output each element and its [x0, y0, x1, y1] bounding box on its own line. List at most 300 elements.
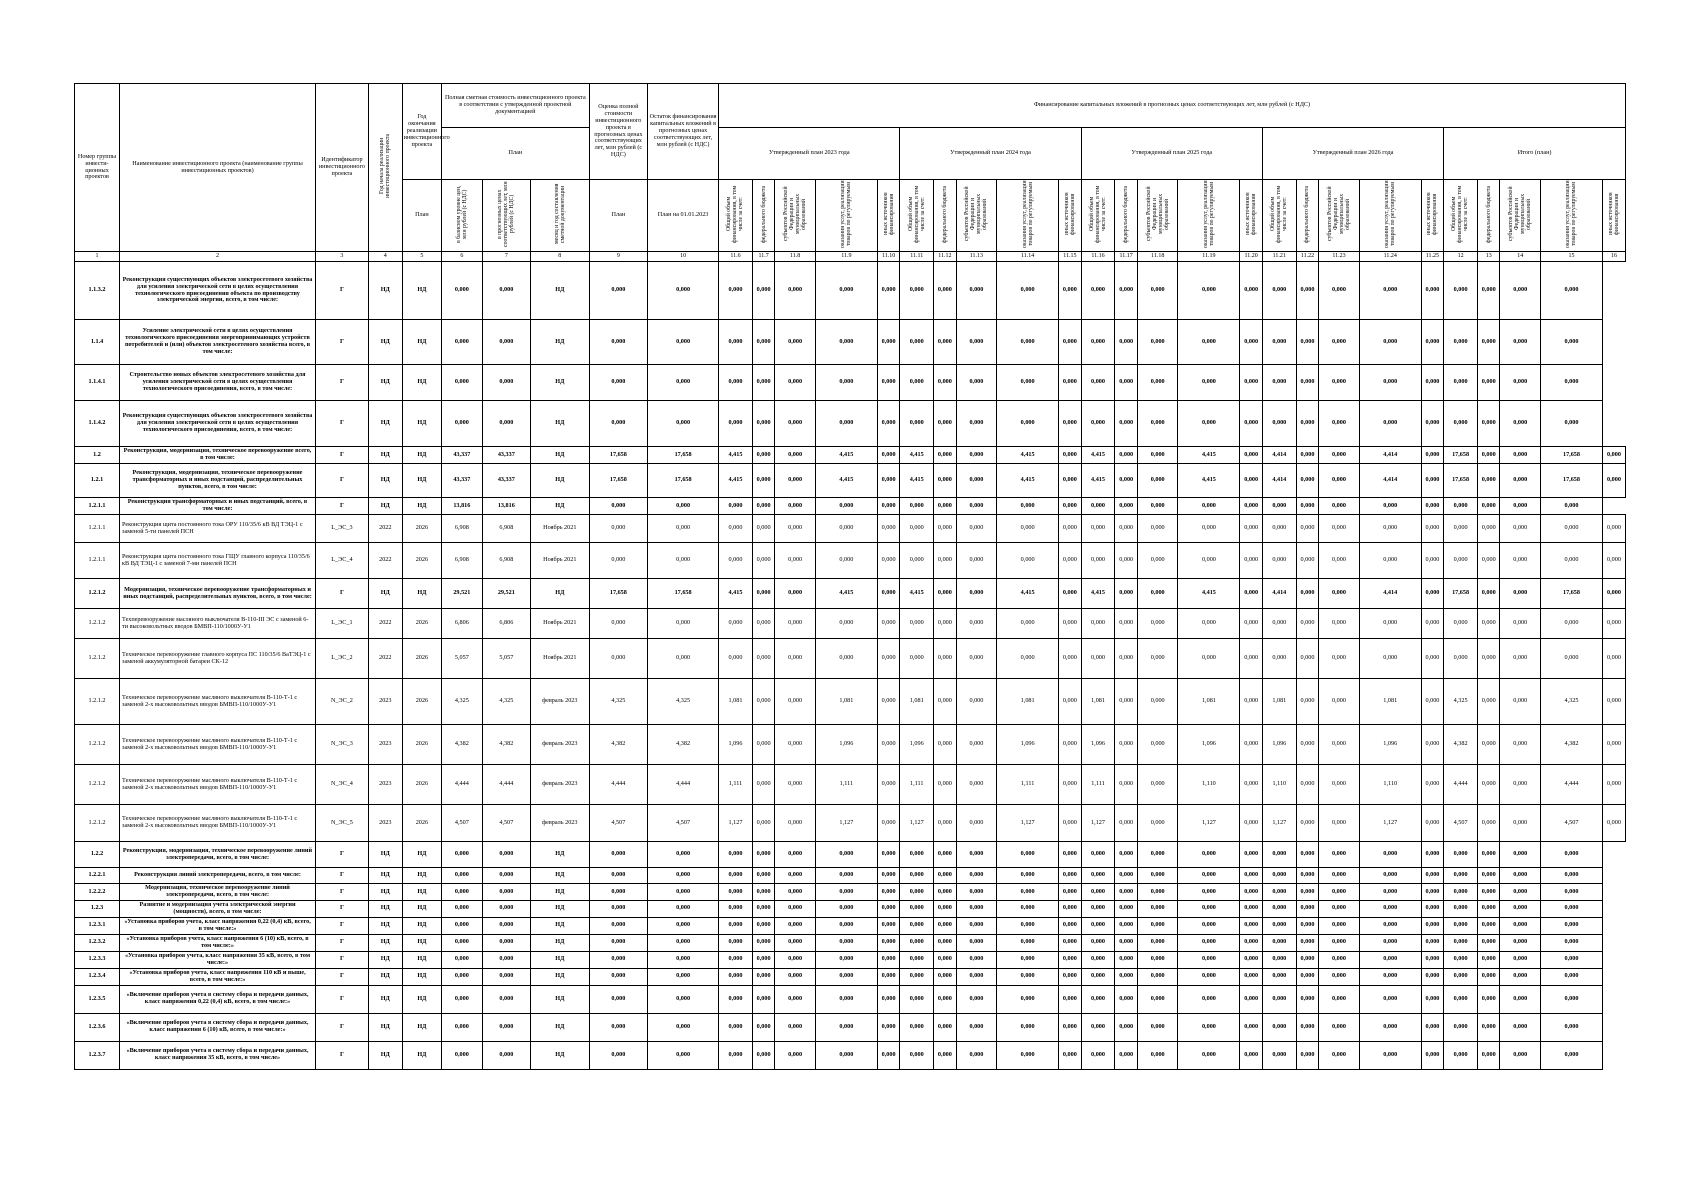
row-cell: 0,000	[775, 951, 816, 968]
row-cell: 0,000	[1059, 805, 1082, 842]
row-cell: НД	[402, 262, 441, 320]
row-cell: 0,000	[877, 725, 900, 765]
row-cell: 0,000	[956, 464, 997, 498]
row-cell: 0,000	[648, 901, 719, 918]
row-cell: 0,000	[1359, 401, 1421, 447]
row-cell: 4,415	[1081, 464, 1115, 498]
row-cell: 0,000	[1541, 262, 1603, 320]
row-cell: 0,000	[956, 543, 997, 579]
row-cell: 0,000	[1296, 401, 1319, 447]
row-cell: 0,000	[1477, 805, 1500, 842]
table-row	[75, 968, 1626, 985]
row-cell: 0,000	[648, 934, 719, 951]
row-cell: 0,000	[482, 1041, 530, 1069]
row-cell: 0,000	[997, 985, 1059, 1013]
row-cell: 0,000	[1296, 543, 1319, 579]
row-cell: 0,000	[1137, 498, 1178, 515]
row-cell: 0,000	[1444, 884, 1478, 901]
row-cell: 0,000	[956, 842, 997, 868]
row-cell: 0,000	[1115, 968, 1138, 985]
row-cell: 0,000	[752, 805, 775, 842]
row-cell: 0,000	[775, 679, 816, 725]
row-cell: 0,000	[934, 951, 957, 968]
row-cell: 0,000	[1500, 262, 1541, 320]
row-cell: 0,000	[815, 917, 877, 934]
row-cell: 1,081	[1081, 679, 1115, 725]
row-cell: 0,000	[1081, 1013, 1115, 1041]
row-cell: 0,000	[815, 401, 877, 447]
row-cell: 0,000	[1319, 609, 1360, 639]
row-cell: 0,000	[1500, 498, 1541, 515]
row-cell: 1,127	[1359, 805, 1421, 842]
row-cell: 2026	[402, 639, 441, 679]
row-cell: 0,000	[1296, 579, 1319, 609]
row-cell: 0,000	[1262, 1013, 1296, 1041]
row-cell: 0,000	[956, 868, 997, 884]
row-cell: 0,000	[589, 515, 648, 543]
row-cell: 0,000	[815, 934, 877, 951]
row-cell: НД	[531, 934, 590, 951]
row-cell: 4,444	[589, 765, 648, 805]
row-cell: 0,000	[1240, 515, 1263, 543]
row-cell: НД	[402, 401, 441, 447]
row-cell: 0,000	[1262, 1041, 1296, 1069]
row-cell: 0,000	[1541, 842, 1603, 868]
row-cell: 0,000	[1262, 365, 1296, 401]
column-number: 15	[1541, 252, 1603, 262]
row-cell: февраль 2023	[531, 765, 590, 805]
row-project-name: «Включение приборов учета в систему сбора и передачи данных, класс напряжения 35 кВ, всего, в том числе»	[120, 1041, 316, 1069]
row-cell: 0,000	[1137, 901, 1178, 918]
row-cell: Г	[315, 842, 368, 868]
row-cell: 1,110	[1359, 765, 1421, 805]
row-group-number: 1.2.3.1	[75, 917, 120, 934]
row-cell: 0,000	[1444, 498, 1478, 515]
row-cell: 0,000	[1477, 725, 1500, 765]
header-source-2-5: иных источников финансирования	[1059, 180, 1082, 252]
row-cell: 0,000	[752, 464, 775, 498]
row-cell: Ноябрь 2021	[531, 543, 590, 579]
row-cell: НД	[368, 901, 402, 918]
row-cell: 0,000	[752, 262, 775, 320]
header-end-year: Год окончания реализации инвестиционного проекта	[402, 84, 441, 180]
row-cell: 4,414	[1359, 464, 1421, 498]
row-cell: 0,000	[956, 901, 997, 918]
row-cell: 0,000	[815, 884, 877, 901]
row-cell: 0,000	[900, 543, 934, 579]
row-cell: 2022	[368, 609, 402, 639]
row-cell: 0,000	[1296, 365, 1319, 401]
row-cell: 1,127	[815, 805, 877, 842]
row-cell: 0,000	[877, 1041, 900, 1069]
row-cell: 0,000	[589, 884, 648, 901]
row-cell: 0,000	[1319, 725, 1360, 765]
row-project-name: «Включение приборов учета в систему сбора и передачи данных, класс напряжения 0,22 (0,4) кВ, всего, в том числе:»	[120, 985, 316, 1013]
row-cell: 0,000	[1541, 1041, 1603, 1069]
row-project-name: «Включение приборов учета в систему сбора и передачи данных, класс напряжения 6 (10) кВ, всего, в том числе:»	[120, 1013, 316, 1041]
row-cell: 0,000	[719, 1013, 753, 1041]
row-cell: 0,000	[997, 609, 1059, 639]
row-cell: 0,000	[589, 639, 648, 679]
row-cell: 0,000	[1296, 1041, 1319, 1069]
row-cell: 4,415	[997, 447, 1059, 464]
row-cell: 0,000	[1359, 320, 1421, 365]
row-cell: 0,000	[877, 365, 900, 401]
row-cell: 0,000	[1240, 725, 1263, 765]
row-cell: 0,000	[442, 917, 483, 934]
row-cell: 0,000	[1262, 320, 1296, 365]
row-cell: 0,000	[442, 884, 483, 901]
row-cell: 0,000	[775, 579, 816, 609]
row-cell: 0,000	[589, 543, 648, 579]
row-cell: 0,000	[1500, 320, 1541, 365]
header-base-price: в базисном уровне цен, млн рублей (с НДС)	[442, 180, 483, 252]
row-cell: 0,000	[1359, 1041, 1421, 1069]
header-source-1-2: федерального бюджета	[752, 180, 775, 252]
row-cell: 1,081	[997, 679, 1059, 725]
row-cell: 0,000	[1421, 515, 1444, 543]
row-cell: 0,000	[815, 543, 877, 579]
row-cell: 0,000	[1137, 917, 1178, 934]
row-cell: 0,000	[589, 842, 648, 868]
row-cell: 4,415	[1081, 447, 1115, 464]
row-cell: 0,000	[1081, 901, 1115, 918]
row-cell: 0,000	[1296, 609, 1319, 639]
row-cell: 0,000	[1541, 884, 1603, 901]
row-cell: 29,521	[442, 579, 483, 609]
row-cell: 0,000	[1240, 262, 1263, 320]
row-cell: 0,000	[1262, 917, 1296, 934]
column-number: 3	[315, 252, 368, 262]
row-cell: 1,081	[900, 679, 934, 725]
row-cell: Г	[315, 868, 368, 884]
row-cell: Г	[315, 320, 368, 365]
row-cell: 0,000	[1178, 1013, 1240, 1041]
row-cell: 0,000	[1137, 365, 1178, 401]
row-cell: НД	[402, 464, 441, 498]
row-cell: 1,096	[1081, 725, 1115, 765]
row-cell: 0,000	[775, 934, 816, 951]
row-cell: 0,000	[719, 951, 753, 968]
row-cell: 0,000	[482, 951, 530, 968]
row-project-name: Техническое перевооружение главного корпуса ПС 110/35/6 ВаТЭЦ-1 с заменой аккумуляторной батареи СК-12	[120, 639, 316, 679]
row-cell: 6,806	[442, 609, 483, 639]
row-cell: 0,000	[900, 515, 934, 543]
column-number: 11.22	[1296, 252, 1319, 262]
row-cell: 0,000	[877, 679, 900, 725]
row-cell: 0,000	[1477, 262, 1500, 320]
row-cell: 0,000	[442, 1013, 483, 1041]
row-cell: L_ЭС_4	[315, 543, 368, 579]
row-cell: 1,081	[1262, 679, 1296, 725]
row-cell: 0,000	[1240, 498, 1263, 515]
row-group-number: 1.2.3.2	[75, 934, 120, 951]
row-cell: 0,000	[775, 1041, 816, 1069]
row-cell: 17,658	[1444, 447, 1478, 464]
row-cell: 0,000	[1500, 639, 1541, 679]
row-cell: 0,000	[1602, 765, 1625, 805]
row-cell: 0,000	[719, 543, 753, 579]
row-cell: 0,000	[1081, 609, 1115, 639]
row-cell: 0,000	[1240, 543, 1263, 579]
row-cell: 0,000	[956, 805, 997, 842]
table-row	[75, 320, 1626, 365]
row-group-number: 1.2.3	[75, 901, 120, 918]
row-cell: 0,000	[1477, 320, 1500, 365]
row-cell: 0,000	[956, 1041, 997, 1069]
row-cell: 0,000	[956, 985, 997, 1013]
row-cell: 0,000	[589, 934, 648, 951]
row-cell: 0,000	[877, 951, 900, 968]
row-cell: 0,000	[900, 868, 934, 884]
header-source-1-3: субъектов Российской Федерации и муниципальных образований	[775, 180, 816, 252]
row-cell: 0,000	[752, 985, 775, 1013]
row-cell: 1,081	[1178, 679, 1240, 725]
row-cell: НД	[368, 464, 402, 498]
row-cell: 4,382	[589, 725, 648, 765]
row-cell: 2026	[402, 805, 441, 842]
row-cell: 0,000	[1421, 951, 1444, 968]
row-cell: 0,000	[934, 725, 957, 765]
row-cell: НД	[531, 498, 590, 515]
row-cell: 0,000	[997, 842, 1059, 868]
row-cell: НД	[531, 262, 590, 320]
row-cell: 0,000	[442, 985, 483, 1013]
row-cell: 0,000	[1296, 842, 1319, 868]
row-cell: 0,000	[1262, 262, 1296, 320]
row-cell: НД	[368, 447, 402, 464]
row-cell: 0,000	[900, 639, 934, 679]
row-project-name: Реконструкция трансформаторных и иных подстанций, всего, в том числе:	[120, 498, 316, 515]
table-row	[75, 401, 1626, 447]
row-cell: 0,000	[1137, 951, 1178, 968]
header-source-3-4: оказания услуг, реализации товаров по регулируемым	[1178, 180, 1240, 252]
row-cell: 0,000	[877, 464, 900, 498]
header-remaining-financing: Остаток финансирования капитальных вложений в прогнозных ценах соответствующих лет, млн рублей (с НДС)	[648, 84, 719, 180]
column-number: 11.15	[1059, 252, 1082, 262]
column-number: 9	[589, 252, 648, 262]
row-cell: 0,000	[815, 1041, 877, 1069]
row-cell: 0,000	[589, 901, 648, 918]
row-cell: 0,000	[877, 917, 900, 934]
header-source-4-5: иных источников финансирования	[1421, 180, 1444, 252]
row-cell: 0,000	[1541, 320, 1603, 365]
row-cell: НД	[402, 447, 441, 464]
row-cell: 0,000	[1319, 320, 1360, 365]
row-cell: 0,000	[1240, 884, 1263, 901]
row-cell: 0,000	[997, 320, 1059, 365]
row-cell: 1,127	[900, 805, 934, 842]
row-cell: НД	[531, 401, 590, 447]
row-cell: 0,000	[752, 868, 775, 884]
row-cell: 0,000	[1359, 868, 1421, 884]
table-row	[75, 609, 1626, 639]
row-cell: 0,000	[442, 901, 483, 918]
column-number: 11.7	[752, 252, 775, 262]
row-cell: 0,000	[1319, 679, 1360, 725]
row-cell: 0,000	[1359, 609, 1421, 639]
row-cell: 0,000	[1115, 498, 1138, 515]
row-cell: 0,000	[1059, 985, 1082, 1013]
row-cell: 0,000	[900, 320, 934, 365]
row-cell: 0,000	[752, 1041, 775, 1069]
row-cell: 13,816	[442, 498, 483, 515]
row-cell: 0,000	[775, 498, 816, 515]
row-cell: 0,000	[1500, 917, 1541, 934]
row-project-name: Реконструкция существующих объектов электросетевого хозяйства для усиления электрической сети в целях осуществления технологического присоединения объекта по производству электрической энергии, всего, в том числе:	[120, 262, 316, 320]
row-cell: 0,000	[482, 985, 530, 1013]
row-cell: 0,000	[1137, 447, 1178, 464]
row-cell: 4,325	[1541, 679, 1603, 725]
row-cell: Г	[315, 1041, 368, 1069]
row-cell: 0,000	[1115, 1041, 1138, 1069]
row-cell: 0,000	[934, 917, 957, 934]
row-cell: 0,000	[900, 262, 934, 320]
row-cell: 0,000	[1178, 262, 1240, 320]
row-project-name: «Установка приборов учета, класс напряжения 35 кВ, всего, в том числе:»	[120, 951, 316, 968]
row-cell: 0,000	[1115, 725, 1138, 765]
table-row	[75, 951, 1626, 968]
row-cell: февраль 2023	[531, 805, 590, 842]
row-cell: 0,000	[589, 365, 648, 401]
row-cell: НД	[402, 498, 441, 515]
row-cell: 0,000	[1296, 934, 1319, 951]
row-cell: НД	[531, 842, 590, 868]
row-cell: 0,000	[589, 1041, 648, 1069]
row-cell: 0,000	[815, 985, 877, 1013]
row-cell: 0,000	[956, 679, 997, 725]
row-cell: 0,000	[1602, 579, 1625, 609]
header-estimate-plan: План	[589, 180, 648, 252]
row-cell: 0,000	[1477, 842, 1500, 868]
row-cell: 0,000	[1240, 917, 1263, 934]
row-cell: 0,000	[1178, 1041, 1240, 1069]
row-cell: 0,000	[900, 968, 934, 985]
row-group-number: 1.2.1.2	[75, 805, 120, 842]
row-cell: 0,000	[1359, 639, 1421, 679]
column-number: 11.25	[1421, 252, 1444, 262]
row-project-name: Реконструкция линий электропередачи, всего, в том числе:	[120, 868, 316, 884]
row-cell: 0,000	[956, 609, 997, 639]
row-cell: 0,000	[1059, 320, 1082, 365]
row-cell: 0,000	[648, 609, 719, 639]
row-cell: 29,521	[482, 579, 530, 609]
row-cell: 0,000	[648, 985, 719, 1013]
row-cell: 0,000	[1296, 639, 1319, 679]
row-cell: 0,000	[1115, 365, 1138, 401]
row-cell: 0,000	[1500, 464, 1541, 498]
row-cell: 4,507	[1541, 805, 1603, 842]
table-row	[75, 805, 1626, 842]
row-cell: 0,000	[956, 917, 997, 934]
column-number: 11.13	[956, 252, 997, 262]
row-cell: 0,000	[482, 320, 530, 365]
row-cell: 0,000	[589, 320, 648, 365]
row-cell: 0,000	[877, 447, 900, 464]
row-cell: 2026	[402, 725, 441, 765]
header-source-5-2: федерального бюджета	[1477, 180, 1500, 252]
row-cell: 0,000	[1262, 543, 1296, 579]
row-cell: 0,000	[1178, 968, 1240, 985]
row-cell: 4,415	[719, 464, 753, 498]
row-cell: 0,000	[956, 498, 997, 515]
row-cell: 0,000	[775, 464, 816, 498]
table-row	[75, 725, 1626, 765]
row-cell: 0,000	[1081, 868, 1115, 884]
row-cell: 0,000	[1178, 515, 1240, 543]
row-project-name: Техническое перевооружение масляного выключателя В-110-Т-1 с заменой 2-х высоковольтных вводов БМВП-110/1000У-У1	[120, 679, 316, 725]
row-cell: 0,000	[719, 917, 753, 934]
row-cell: 0,000	[1296, 725, 1319, 765]
row-cell: 0,000	[1319, 639, 1360, 679]
row-cell: 0,000	[1137, 320, 1178, 365]
row-cell: 0,000	[1137, 609, 1178, 639]
row-cell: 0,000	[1059, 447, 1082, 464]
row-cell: 0,000	[648, 842, 719, 868]
row-cell: 0,000	[1541, 401, 1603, 447]
row-cell: НД	[531, 365, 590, 401]
row-cell: 0,000	[997, 968, 1059, 985]
row-cell: 0,000	[815, 968, 877, 985]
row-cell: НД	[531, 579, 590, 609]
column-number: 11.23	[1319, 252, 1360, 262]
row-cell: 0,000	[877, 515, 900, 543]
row-cell: 0,000	[1262, 951, 1296, 968]
row-cell: 0,000	[997, 262, 1059, 320]
row-cell: 0,000	[1602, 639, 1625, 679]
row-cell: 0,000	[482, 868, 530, 884]
row-cell: 43,337	[482, 447, 530, 464]
row-cell: 0,000	[1359, 543, 1421, 579]
row-project-name: Реконструкция, модернизация, техническое перевооружение всего, в том числе:	[120, 447, 316, 464]
row-cell: 0,000	[442, 1041, 483, 1069]
row-cell: 0,000	[934, 679, 957, 725]
header-source-5-5: иных источников финансирования	[1602, 180, 1625, 252]
row-cell: 0,000	[775, 320, 816, 365]
row-cell: 0,000	[815, 320, 877, 365]
column-number: 16	[1602, 252, 1625, 262]
header-source-5-1: Общий объем финансирования, в том числе за счет:	[1444, 180, 1478, 252]
row-cell: НД	[402, 868, 441, 884]
row-cell: 0,000	[1500, 934, 1541, 951]
column-number: 11.8	[775, 252, 816, 262]
row-cell: 0,000	[1081, 934, 1115, 951]
row-cell: 4,382	[482, 725, 530, 765]
row-cell: 4,415	[900, 464, 934, 498]
row-cell: 0,000	[1477, 401, 1500, 447]
row-cell: 0,000	[1319, 951, 1360, 968]
row-cell: февраль 2023	[531, 679, 590, 725]
header-project-id: Идентификатор инвестиционного проекта	[315, 84, 368, 252]
row-cell: 0,000	[1421, 917, 1444, 934]
row-project-name: Техперевооружение масляного выключателя В-110-III ЭС с заменой 6-ти высоковольтных вводов БМВП-110/1000У-У1	[120, 609, 316, 639]
row-cell: 4,414	[1262, 447, 1296, 464]
row-cell: 0,000	[1296, 515, 1319, 543]
row-cell: 0,000	[775, 968, 816, 985]
row-cell: 0,000	[1500, 842, 1541, 868]
row-cell: 0,000	[1178, 917, 1240, 934]
row-cell: НД	[402, 951, 441, 968]
row-cell: 0,000	[1262, 884, 1296, 901]
row-cell: 0,000	[1477, 951, 1500, 968]
row-cell: 0,000	[1178, 320, 1240, 365]
row-cell: 0,000	[956, 968, 997, 985]
row-cell: 0,000	[934, 901, 957, 918]
row-cell: 0,000	[1421, 901, 1444, 918]
row-cell: 0,000	[1137, 765, 1178, 805]
row-cell: 0,000	[1541, 498, 1603, 515]
row-cell: 0,000	[1240, 365, 1263, 401]
